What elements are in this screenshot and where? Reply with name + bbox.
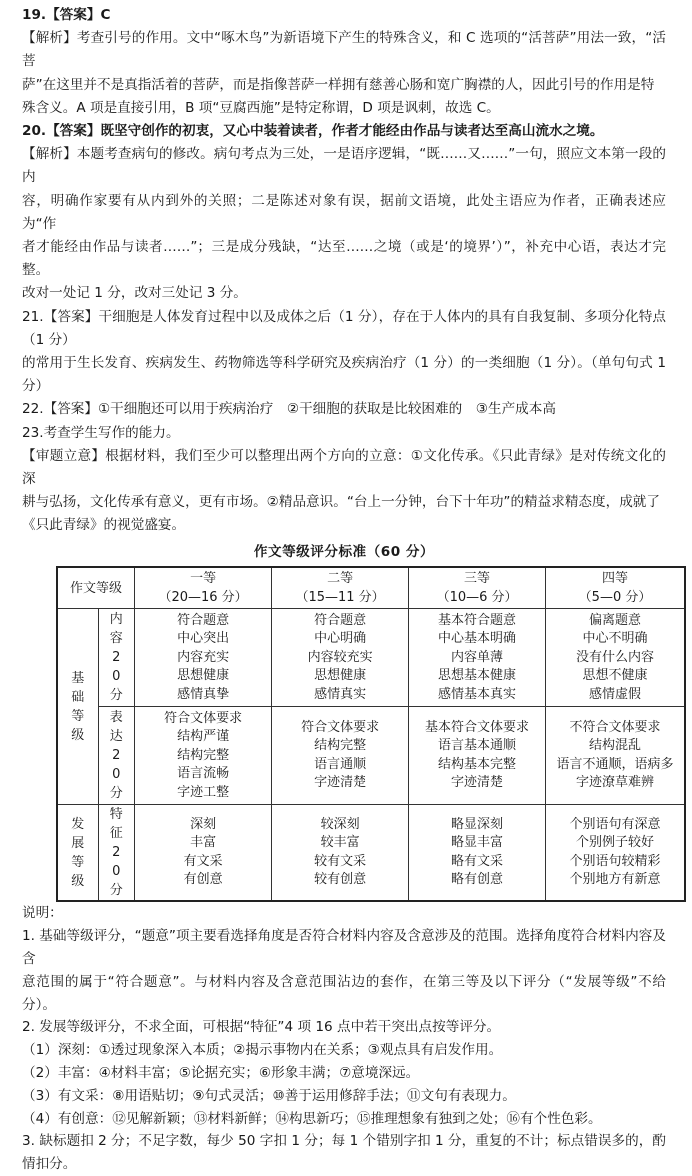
note-line: （1）深刻：①透过现象深入本质；②揭示事物内在关系；③观点具有启发作用。 [22,1042,503,1059]
q20-exp-line: 容，明确作家要有从内到外的关照；二是陈述对象有误，据前文语境，此处主语应为作者，正确表述应为“作 [22,192,666,232]
table-header-row [57,567,685,609]
q21-answer-line: 21.【答案】干细胞是人体发育过程中以及成体之后（1 分），存在于人体内的具有自我复制、多项分化特点（1 分） [22,308,666,348]
level-header: 四等 （5—0 分） [546,567,685,609]
feature-cell: 深刻 丰富 有文采 有创意 [135,805,272,902]
q23-idea-line: 【审题立意】根据材料，我们至少可以整理出两个方向的立意：①文化传承。《只此青绿》是对传统文化的深 [22,447,666,488]
q23-idea-line: 耕与弘扬，文化传承有意义，更有市场。②精品意识。“台上一分钟，台下十年功”的精益求精态度，成就了 [22,494,660,511]
q20-exp-line: 【解析】本题考查病句的修改。病句考点为三处，一是语序逻辑，“既……又……”一句，照应文本第一段的内 [22,146,666,186]
grading-table [56,566,686,903]
level-header: 三等 （10—6 分） [409,567,546,609]
basic-level-label: 基础等级 [57,609,98,805]
q20-exp-line: 者才能经由作品与读者……”；三是成分残缺，“达至……之境（或是‘的境界’）”，补充中心语，表达才完整。 [22,239,666,279]
note-line: （4）有创意：⑫见解新颖；⑬材料新鲜；⑭构思新巧；⑮推理想象有独到之处；⑯有个性色彩。 [22,1110,602,1127]
expression-label: 表达20分 [98,707,135,805]
notes-section [22,902,666,1176]
note-line: （3）有文采：⑧用语贴切；⑨句式灵活；⑩善于运用修辞手法；⑪文句有表现力。 [22,1087,516,1104]
level-header: 二等 （15—11 分） [272,567,409,609]
content-cell: 符合题意 中心明确 内容较充实 思想健康 感情真实 [272,609,409,707]
content-label: 内容20分 [98,609,135,707]
q19-exp-line: 殊含义。A 项是直接引用，B 项“豆腐西施”是特定称谓，D 项是讽刺，故选 C。 [22,99,500,116]
table-title: 作文等级评分标准（60 分） [253,543,435,560]
q19-exp-line: 萨”在这里并不是真指活着的菩萨，而是指像菩萨一样拥有慈善心肠和宽广胸襟的人，因此引号的作用是特 [22,76,655,93]
feature-row [57,805,685,902]
level-header: 一等 （20—16 分） [135,567,272,609]
expression-cell: 符合文体要求 结构严谨 结构完整 语言流畅 字迹工整 [135,707,272,805]
feature-cell: 个别语句有深意 个别例子较好 个别语句较精彩 个别地方有新意 [546,805,685,902]
feature-label: 特征20分 [98,805,135,902]
content-row [57,609,685,707]
expression-row [57,707,685,805]
feature-cell: 较深刻 较丰富 较有文采 较有创意 [272,805,409,902]
q20-exp-line: 改对一处记 1 分，改对三处记 3 分。 [22,285,247,302]
expression-cell: 基本符合文体要求 语言基本通顺 结构基本完整 字迹清楚 [409,707,546,805]
content-cell: 偏离题意 中心不明确 没有什么内容 思想不健康 感情虚假 [546,609,685,707]
content-cell: 基本符合题意 中心基本明确 内容单薄 思想基本健康 感情基本真实 [409,609,546,707]
q21-answer-line: 的常用于生长发育、疾病发生、药物筛选等科学研究及疾病治疗（1 分）的一类细胞（1 分）。（单句句式 1 分） [22,355,666,395]
q19-answer: 19.【答案】C [22,7,111,23]
q20-answer: 20.【答案】既坚守创作的初衷，又心中装着读者，作者才能经由作品与读者达至高山流水之境。 [22,123,604,140]
expression-cell: 不符合文体要求 结构混乱 语言不通顺，语病多 字迹潦草难辨 [546,707,685,805]
note-line: 2. 发展等级评分，不求全面，可根据“特征”4 项 16 点中若干突出点按等评分。 [22,1019,501,1036]
q23-idea-line: 《只此青绿》的视觉盛宴。 [22,517,186,534]
table-corner: 作文等级 [57,567,135,609]
note-line: 意范围的属于“符合题意”。与材料内容及含意范围沾边的套作，在第三等及以下评分（“发展等级”不给分）。 [22,973,666,1013]
dev-level-label: 发展等级 [57,805,98,902]
q23-head: 23.考查学生写作的能力。 [22,424,180,441]
note-line: （2）丰富：④材料丰富；⑤论据充实；⑥形象丰满；⑦意境深远。 [22,1064,420,1081]
content-cell: 符合题意 中心突出 内容充实 思想健康 感情真挚 [135,609,272,707]
q19-exp-line: 【解析】考查引号的作用。文中“啄木鸟”为新语境下产生的特殊含义，和 C 选项的“活菩萨”用法一致，“活菩 [22,30,666,70]
q22-answer: 22.【答案】①干细胞还可以用于疾病治疗 ②干细胞的获取是比较困难的 ③生产成本高 [22,401,556,418]
note-line: 3. 缺标题扣 2 分；不足字数，每少 50 字扣 1 分；每 1 个错别字扣 1 分，重复的不计；标点错误多的，酌情扣分。 [22,1133,666,1173]
feature-cell: 略显深刻 略显丰富 略有文采 略有创意 [409,805,546,902]
notes-heading: 说明： [22,905,63,922]
note-line: 1. 基础等级评分，“题意”项主要看选择角度是否符合材料内容及含意涉及的范围。选择角度符合材料内容及含 [22,928,666,967]
expression-cell: 符合文体要求 结构完整 语言通顺 字迹清楚 [272,707,409,805]
